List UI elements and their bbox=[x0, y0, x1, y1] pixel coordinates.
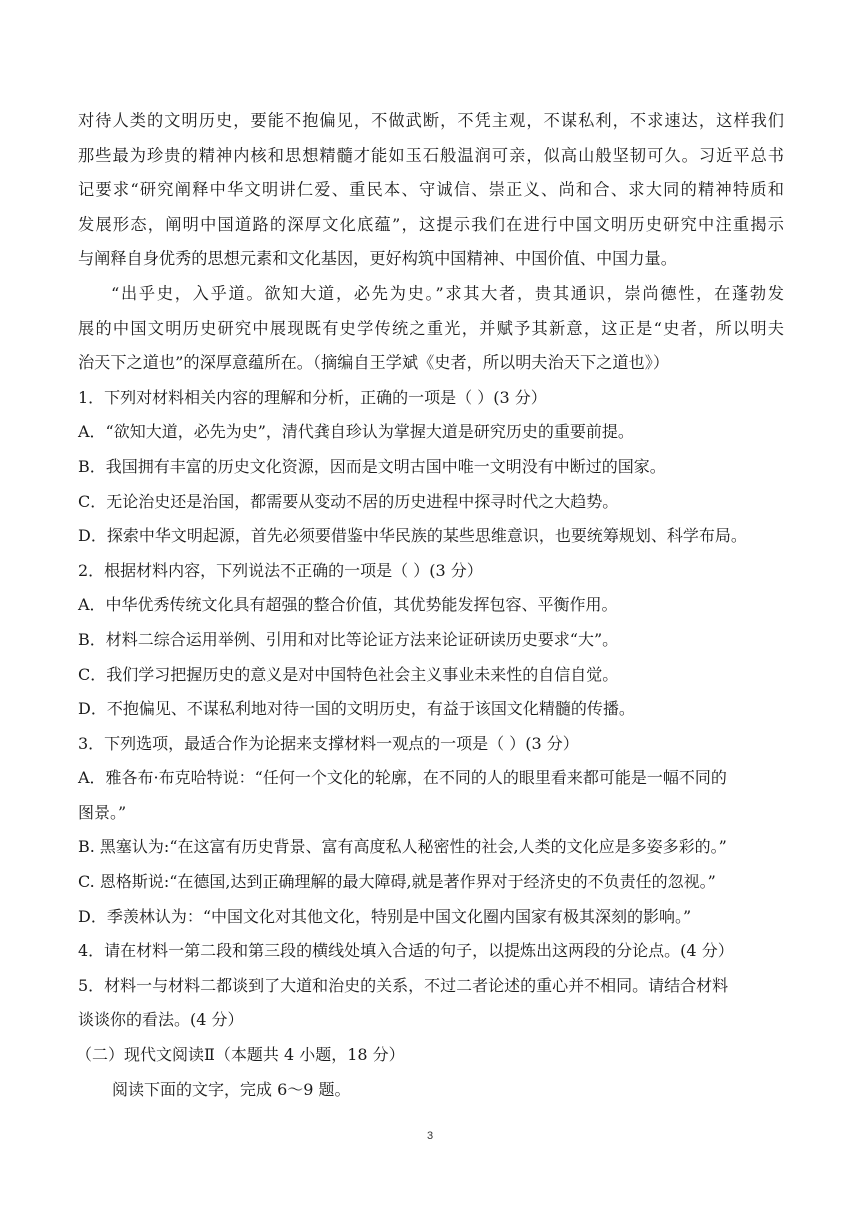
text-line: 记要求“研究阐释中华文明讲仁爱、重民本、守诚信、崇正义、尚和合、求大同的精神特质和 bbox=[78, 180, 784, 200]
question-5-stem-cont: 谈谈你的看法。(4 分） bbox=[78, 1010, 244, 1030]
question-3-option-d: D．季羡林认为：“中国文化对其他文化，特别是中国文化圈内国家有极其深刻的影响。” bbox=[78, 906, 692, 926]
text-line: 与阐释自身优秀的思想元素和文化基因，更好构筑中国精神、中国价值、中国力量。 bbox=[78, 249, 677, 269]
question-list bbox=[78, 381, 784, 1038]
question-1-option-d: D．探索中华文明起源，首先必须要借鉴中华民族的某些思维意识，也要统筹规划、科学布局。 bbox=[78, 526, 747, 546]
question-3-option-c: C. 恩格斯说:“在德国,达到正确理解的最大障碍,就是著作界对于经济史的不负责任的忽视。” bbox=[78, 872, 716, 892]
question-2-option-d: D．不抱偏见、不谋私利地对待一国的文明历史，有益于该国文化精髓的传播。 bbox=[78, 699, 635, 719]
question-1-option-c: C．无论治史还是治国，都需要从变动不居的历史进程中探寻时代之大趋势。 bbox=[78, 491, 619, 511]
text-line: 治天下之道也”的深厚意蕴所在。（摘编自王学斌《史者，所以明夫治天下之道也》） bbox=[78, 353, 670, 373]
question-2-stem: 2．根据材料内容，下列说法不正确的一项是（ ）(3 分） bbox=[78, 560, 483, 580]
text-line: 对待人类的文明历史，要能不抱偏见，不做武断，不凭主观，不谋私利，不求速达，这样我们 bbox=[78, 111, 784, 130]
question-1-option-a: A．“欲知大道，必先为史”，清代龚自珍认为掌握大道是研究历史的重要前提。 bbox=[78, 422, 634, 442]
passage-paragraph-1 bbox=[78, 104, 784, 277]
text-line: “出乎史，入乎道。欲知大道，必先为史。”求其大者，贵其通识，崇尚德性，在蓬勃发 bbox=[111, 283, 784, 303]
question-3-option-a-cont: 图景。” bbox=[78, 802, 127, 822]
section-lead: 阅读下面的文字，完成 6～9 题。 bbox=[112, 1079, 351, 1099]
question-3-stem: 3．下列选项，最适合作为论据来支撑材料一观点的一项是（ ）(3 分） bbox=[78, 733, 579, 753]
passage-paragraph-2 bbox=[78, 277, 784, 381]
question-2-option-c: C．我们学习把握历史的意义是对中国特色社会主义事业未来性的自信自觉。 bbox=[78, 664, 619, 684]
section-title: （二）现代文阅读Ⅱ（本题共 4 小题，18 分） bbox=[76, 1045, 405, 1065]
question-3-option-a: A．雅各布·布克哈特说：“任何一个文化的轮廓，在不同的人的眼里看来都可能是一幅不同的 bbox=[78, 768, 727, 788]
document-body bbox=[78, 104, 784, 1107]
question-1-stem: 1．下列对材料相关内容的理解和分析，正确的一项是（ ）(3 分） bbox=[78, 387, 547, 407]
question-2-option-b: B．材料二综合运用举例、引用和对比等论证方法来论证研读历史要求“大”。 bbox=[78, 629, 619, 649]
text-line: 发展形态，阐明中国道路的深厚文化底蕴”，这提示我们在进行中国文明历史研究中注重揭示 bbox=[78, 214, 784, 234]
text-line: 展的中国文明历史研究中展现既有史学传统之重光，并赋予其新意，这正是“史者，所以明夫 bbox=[78, 318, 784, 338]
question-1-option-b: B．我国拥有丰富的历史文化资源，因而是文明古国中唯一文明没有中断过的国家。 bbox=[78, 456, 666, 476]
question-3-option-b: B. 黑塞认为:“在这富有历史背景、富有高度私人秘密性的社会,人类的文化应是多姿多彩的。” bbox=[78, 837, 727, 857]
question-5-stem: 5．材料一与材料二都谈到了大道和治史的关系，不过二者论述的重心并不相同。请结合材料 bbox=[78, 975, 729, 995]
question-4-stem: 4．请在材料一第二段和第三段的横线处填入合适的句子，以提炼出这两段的分论点。(4 分） bbox=[78, 941, 734, 961]
question-2-option-a: A．中华优秀传统文化具有超强的整合价值，其优势能发挥包容、平衡作用。 bbox=[78, 595, 618, 615]
page-number: 3 bbox=[426, 1130, 434, 1142]
text-line: 那些最为珍贵的精神内核和思想精髓才能如玉石般温润可亲，似高山般坚韧可久。习近平总书 bbox=[78, 145, 784, 165]
